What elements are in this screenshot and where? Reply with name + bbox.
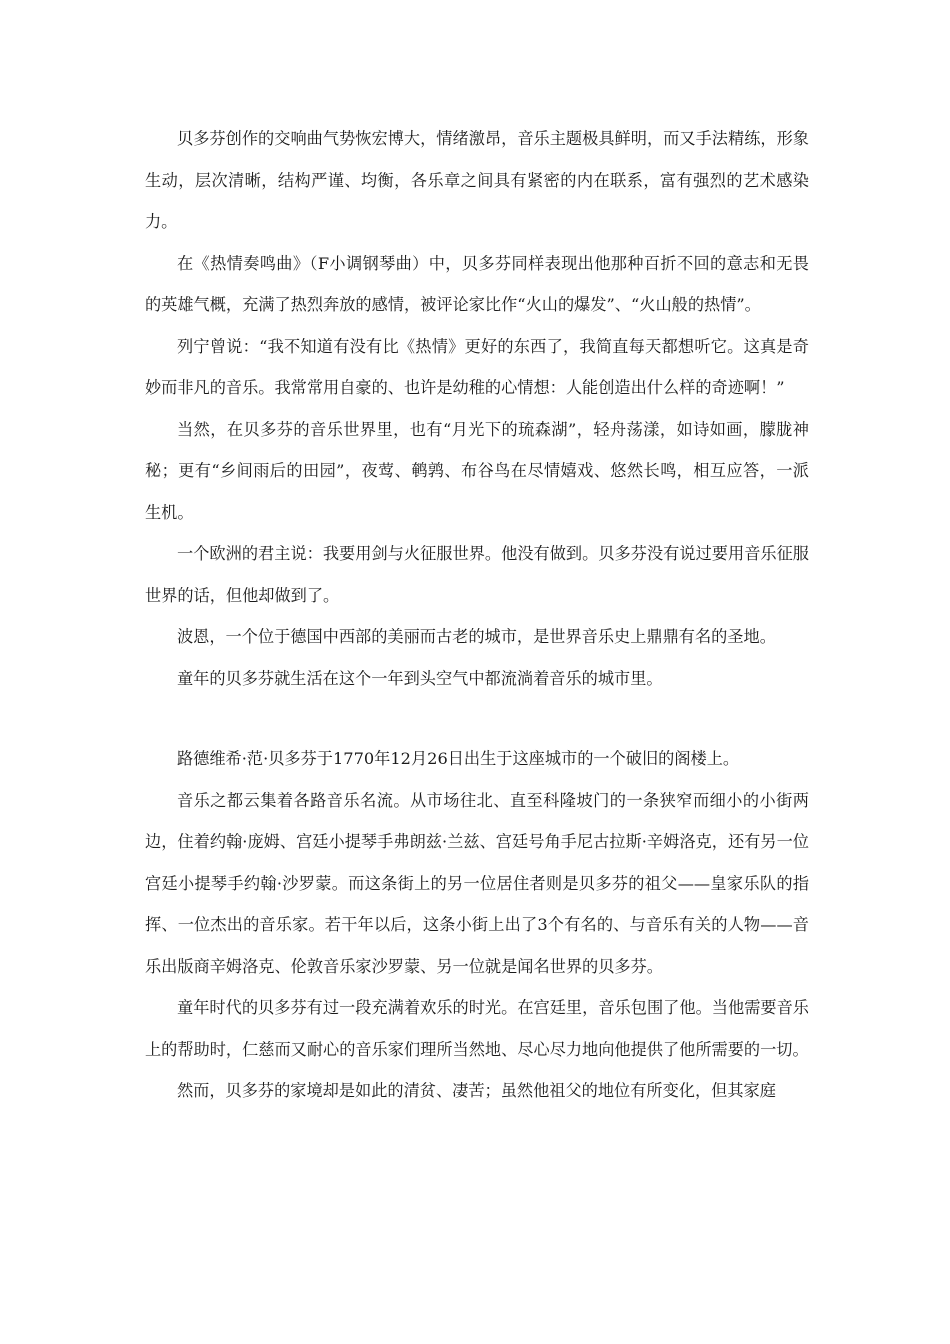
paragraph: 童年的贝多芬就生活在这个一年到头空气中都流淌着音乐的城市里。	[177, 668, 663, 688]
paragraph: 列宁曾说：“我不知道有没有比《热情》更好的东西了，我简直每天都想听它。这真是奇妙而非凡的音乐。我常常用自豪的、也许是幼稚的心情想：人能创造出什么样的奇迹啊！”	[145, 336, 809, 397]
document-body	[145, 118, 809, 1112]
section-spacer	[145, 699, 809, 738]
paragraph: 在《热情奏鸣曲》（F小调钢琴曲）中，贝多芬同样表现出他那种百折不回的意志和无畏的英雄气概，充满了热烈奔放的感情，被评论家比作“火山的爆发”、“火山般的热情”。	[145, 253, 809, 314]
paragraph: 当然，在贝多芬的音乐世界里，也有“月光下的琉森湖”，轻舟荡漾，如诗如画，朦胧神秘；更有“乡间雨后的田园”，夜莺、鹌鹑、布谷鸟在尽情嬉戏、悠然长鸣，相互应答，一派生机。	[145, 419, 809, 522]
paragraph: 贝多芬创作的交响曲气势恢宏博大，情绪激昂，音乐主题极具鲜明，而又手法精练，形象生动，层次清晰，结构严谨、均衡，各乐章之间具有紧密的内在联系，富有强烈的艺术感染力。	[145, 129, 809, 231]
paragraph: 路德维希·范·贝多芬于1770年12月26日出生于这座城市的一个破旧的阁楼上。	[177, 749, 740, 768]
paragraph: 然而，贝多芬的家境却是如此的清贫、凄苦；虽然他祖父的地位有所变化，但其家庭	[177, 1081, 776, 1100]
paragraph: 音乐之都云集着各路音乐名流。从市场往北、直至科隆坡门的一条狭窄而细小的小街两边，住着约翰·庞姆、宫廷小提琴手弗朗兹·兰兹、宫廷号角手尼古拉斯·辛姆洛克，还有另一位宫廷小提琴手约翰·沙罗蒙。而这条街上的另一位居住者则是贝多芬的祖父——皇家乐队的指挥、一位杰出的音乐家。若干年以后，这条小街上出了3个有名的、与音乐有关的人物——音乐出版商辛姆洛克、伦敦音乐家沙罗蒙、另一位就是闻名世界的贝多芬。	[145, 790, 809, 976]
paragraph: 波恩，一个位于德国中西部的美丽而古老的城市，是世界音乐史上鼎鼎有名的圣地。	[177, 627, 776, 646]
paragraph: 童年时代的贝多芬有过一段充满着欢乐的时光。在宫廷里，音乐包围了他。当他需要音乐上的帮助时，仁慈而又耐心的音乐家们理所当然地、尽心尽力地向他提供了他所需要的一切。	[145, 998, 809, 1059]
paragraph: 一个欧洲的君主说：我要用剑与火征服世界。他没有做到。贝多芬没有说过要用音乐征服世界的话，但他却做到了。	[145, 544, 809, 605]
